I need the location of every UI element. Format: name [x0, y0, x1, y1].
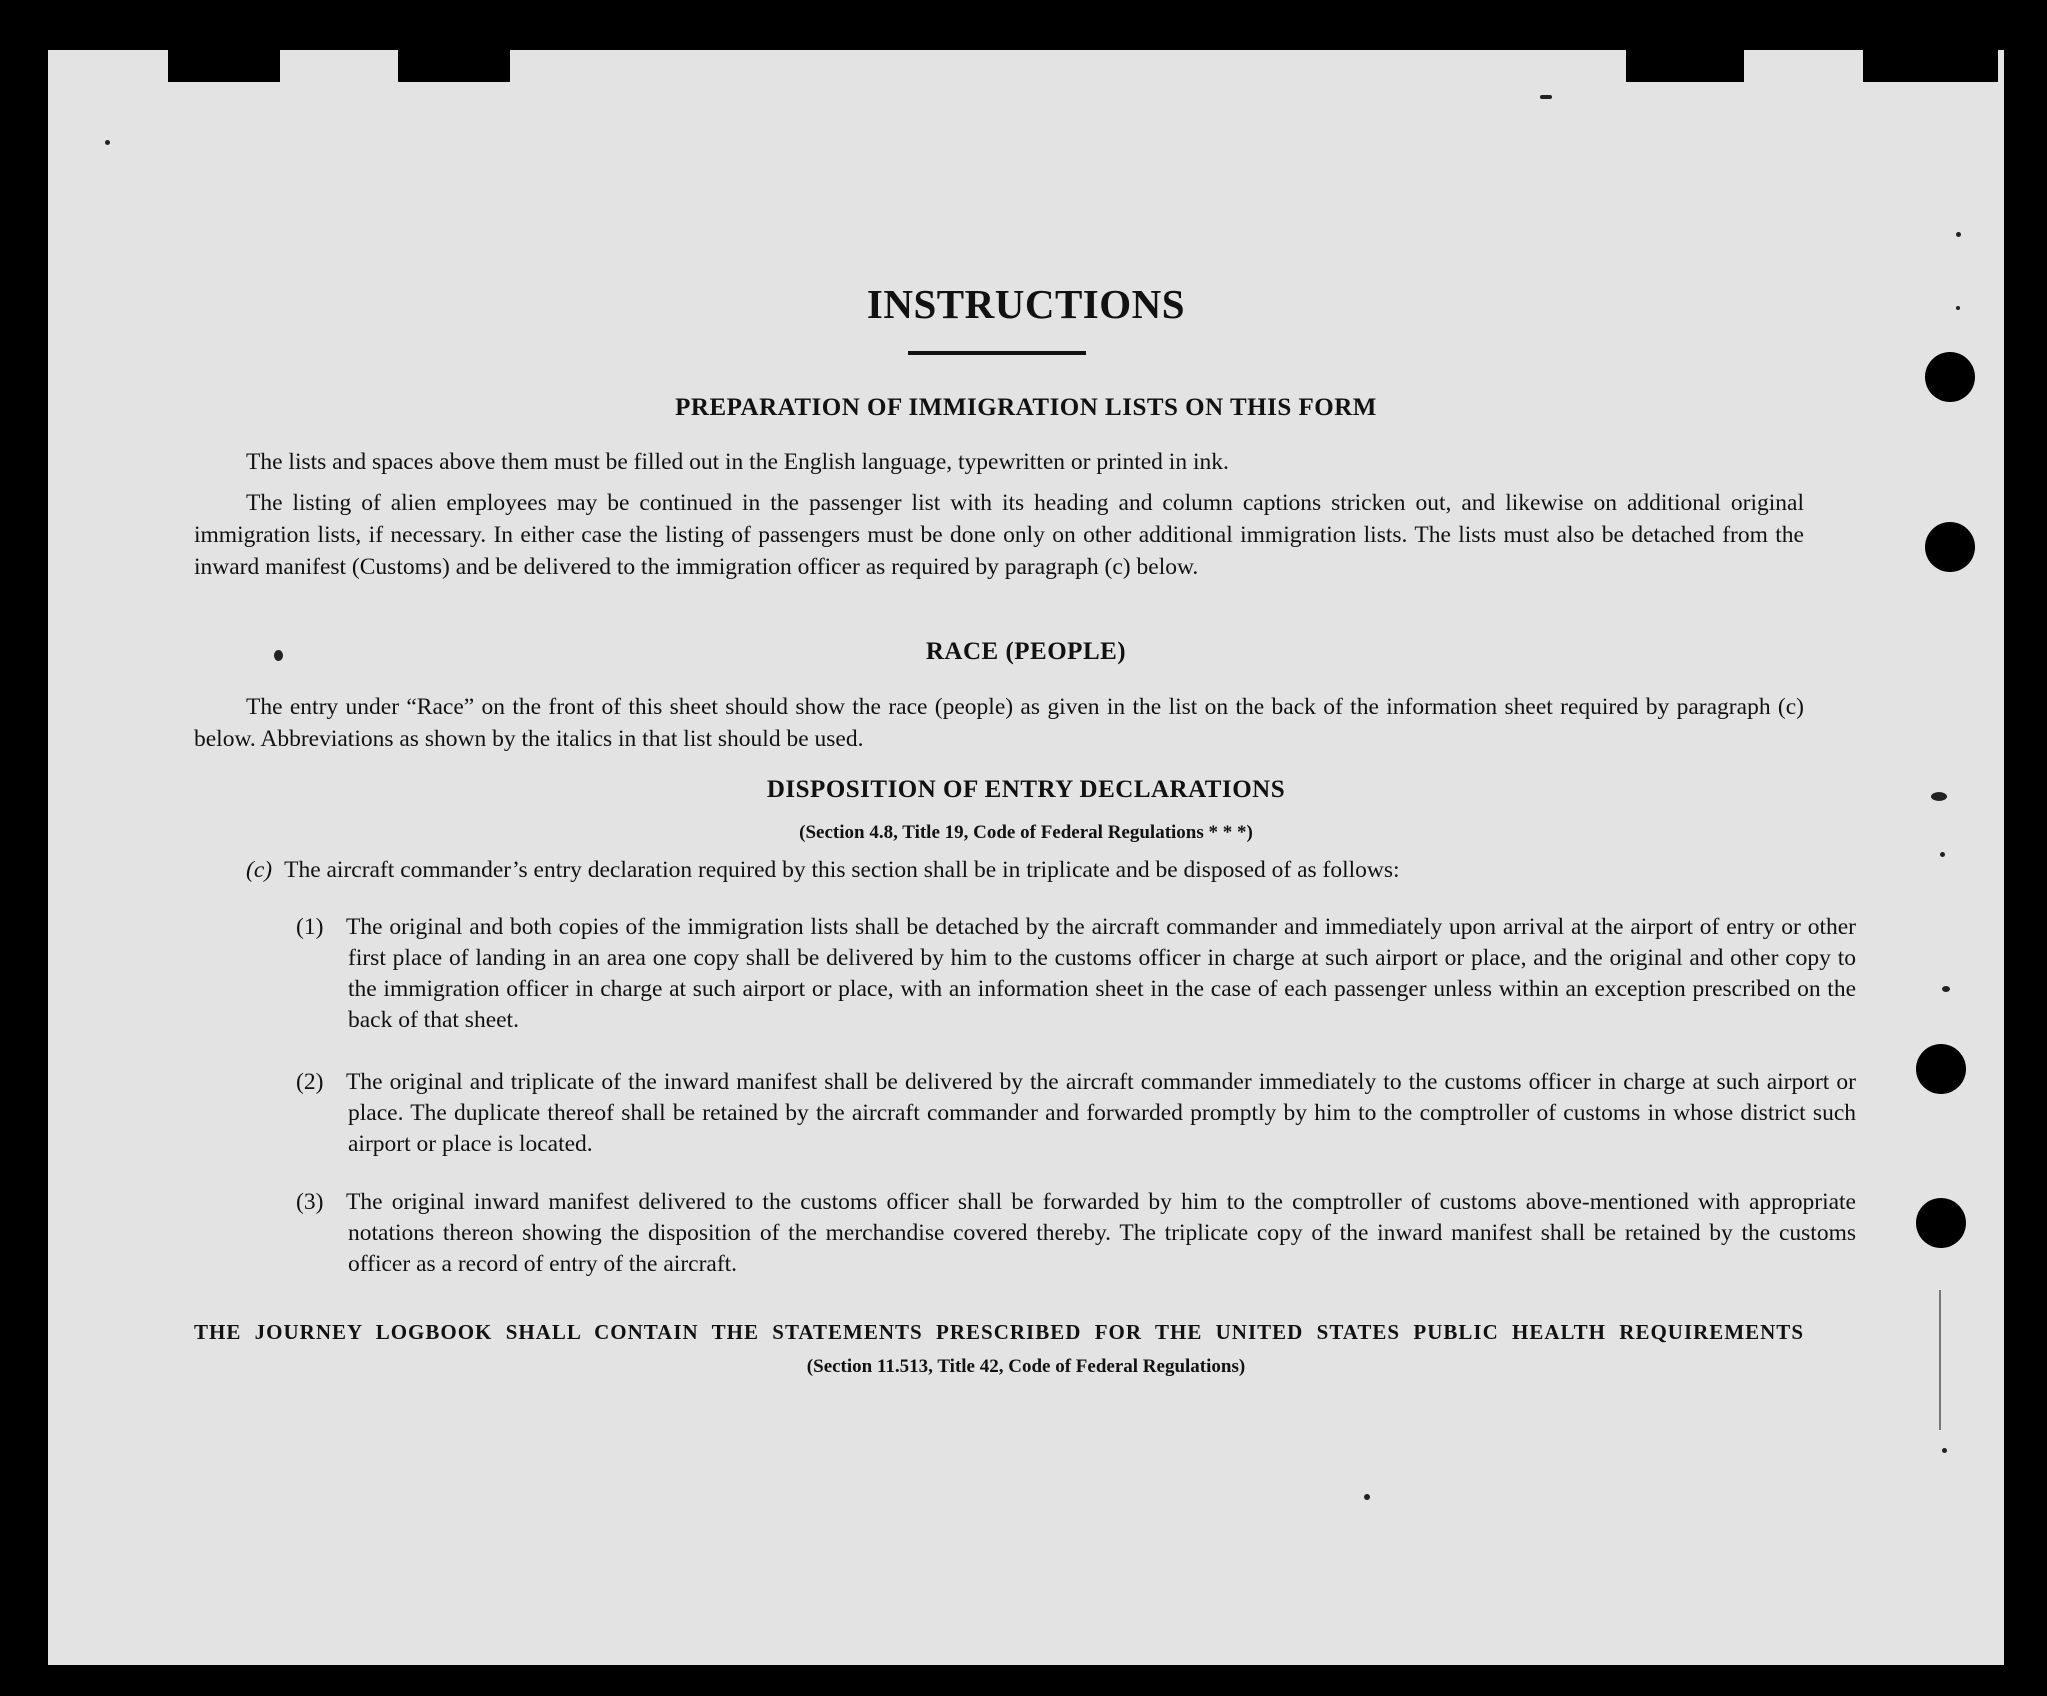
list-item-text: The original inward manifest delivered to the customs officer shall be forwarded by him to the comptroller of customs above-mentioned with appropriate notations thereon showing the disposition of the merchandise covered thereby. The triplicate copy of the inward manifest shall be retained by the customs officer as a record of entry of the aircraft.: [346, 1189, 1856, 1277]
punch-hole: [1916, 1198, 1966, 1248]
list-item-number: (2): [296, 1069, 324, 1095]
paragraph-language: The lists and spaces above them must be filled out in the English language, typewritten or printed in ink.: [246, 449, 1229, 475]
speck: [1942, 1448, 1947, 1453]
footer-citation: (Section 11.513, Title 42, Code of Federal Regulations): [806, 1356, 1246, 1377]
speck: [1940, 852, 1945, 857]
paragraph-race: The entry under “Race” on the front of this sheet should show the race (people) as given in the list on the back of the information sheet required by paragraph (c) below. Abbreviations as shown by the italics in that list should be used.: [194, 694, 1804, 752]
list-item-text: The original and triplicate of the inward manifest shall be delivered by the aircraft commander immediately to the customs officer in charge at such airport or place. The duplicate thereof shall be retained by the aircraft commander and forwarded promptly by him to the comptroller of customs in whose district such airport or place is located.: [346, 1069, 1856, 1157]
section-heading-disposition: DISPOSITION OF ENTRY DECLARATIONS: [766, 776, 1286, 803]
footer-heading: THE JOURNEY LOGBOOK SHALL CONTAIN THE STATEMENTS PRESCRIBED FOR THE UNITED STATES PUBLIC HEALTH REQUIREMENTS: [194, 1320, 1804, 1344]
speck: [1956, 232, 1961, 237]
paragraph-c-label: (c): [246, 857, 273, 883]
document-page: [48, 50, 2004, 1665]
title-underline: [908, 351, 1086, 355]
disposition-citation: (Section 4.8, Title 19, Code of Federal Regulations * * *): [799, 822, 1253, 843]
speck: [1364, 1494, 1370, 1500]
page-title: INSTRUCTIONS: [866, 281, 1186, 327]
binding-tab: [398, 50, 510, 82]
speck: [105, 140, 110, 145]
section-heading-race: RACE (PEOPLE): [925, 638, 1127, 665]
section-heading-preparation: PREPARATION OF IMMIGRATION LISTS ON THIS FORM: [675, 394, 1377, 421]
paragraph-c-intro: [246, 854, 1804, 886]
list-item: [296, 912, 1856, 1036]
binding-tab: [1626, 50, 1744, 82]
list-item-text: The original and both copies of the immigration lists shall be detached by the aircraft commander and immediately upon arrival at the airport of entry or other first place of landing in an area one copy shall be delivered by him to the customs officer in charge at such airport or place, and the original and other copy to the immigration officer in charge at such airport or place, with an information sheet in the case of each passenger unless within an exception prescribed on the back of that sheet.: [346, 914, 1856, 1033]
paragraph-alien-employees: The listing of alien employees may be continued in the passenger list with its heading and column captions stricken out, and likewise on additional original immigration lists, if necessary. In either case the listing of passengers must be done only on other additional immigration lists. The lists must also be detached from the inward manifest (Customs) and be delivered to the immigration officer as required by paragraph (c) below.: [194, 490, 1804, 580]
paragraph-c-text: The aircraft commander’s entry declaration required by this section shall be in triplicate and be disposed of as follows:: [284, 857, 1400, 883]
list-item-number: (1): [296, 914, 324, 940]
speck: [1540, 95, 1552, 99]
list-item: [296, 1067, 1856, 1160]
punch-hole: [1916, 1044, 1966, 1094]
speck: [1942, 986, 1950, 992]
punch-hole: [1925, 522, 1975, 572]
binding-tab: [168, 50, 280, 82]
binding-tab: [1863, 50, 1998, 82]
list-item: [296, 1187, 1856, 1280]
list-item-number: (3): [296, 1189, 324, 1215]
